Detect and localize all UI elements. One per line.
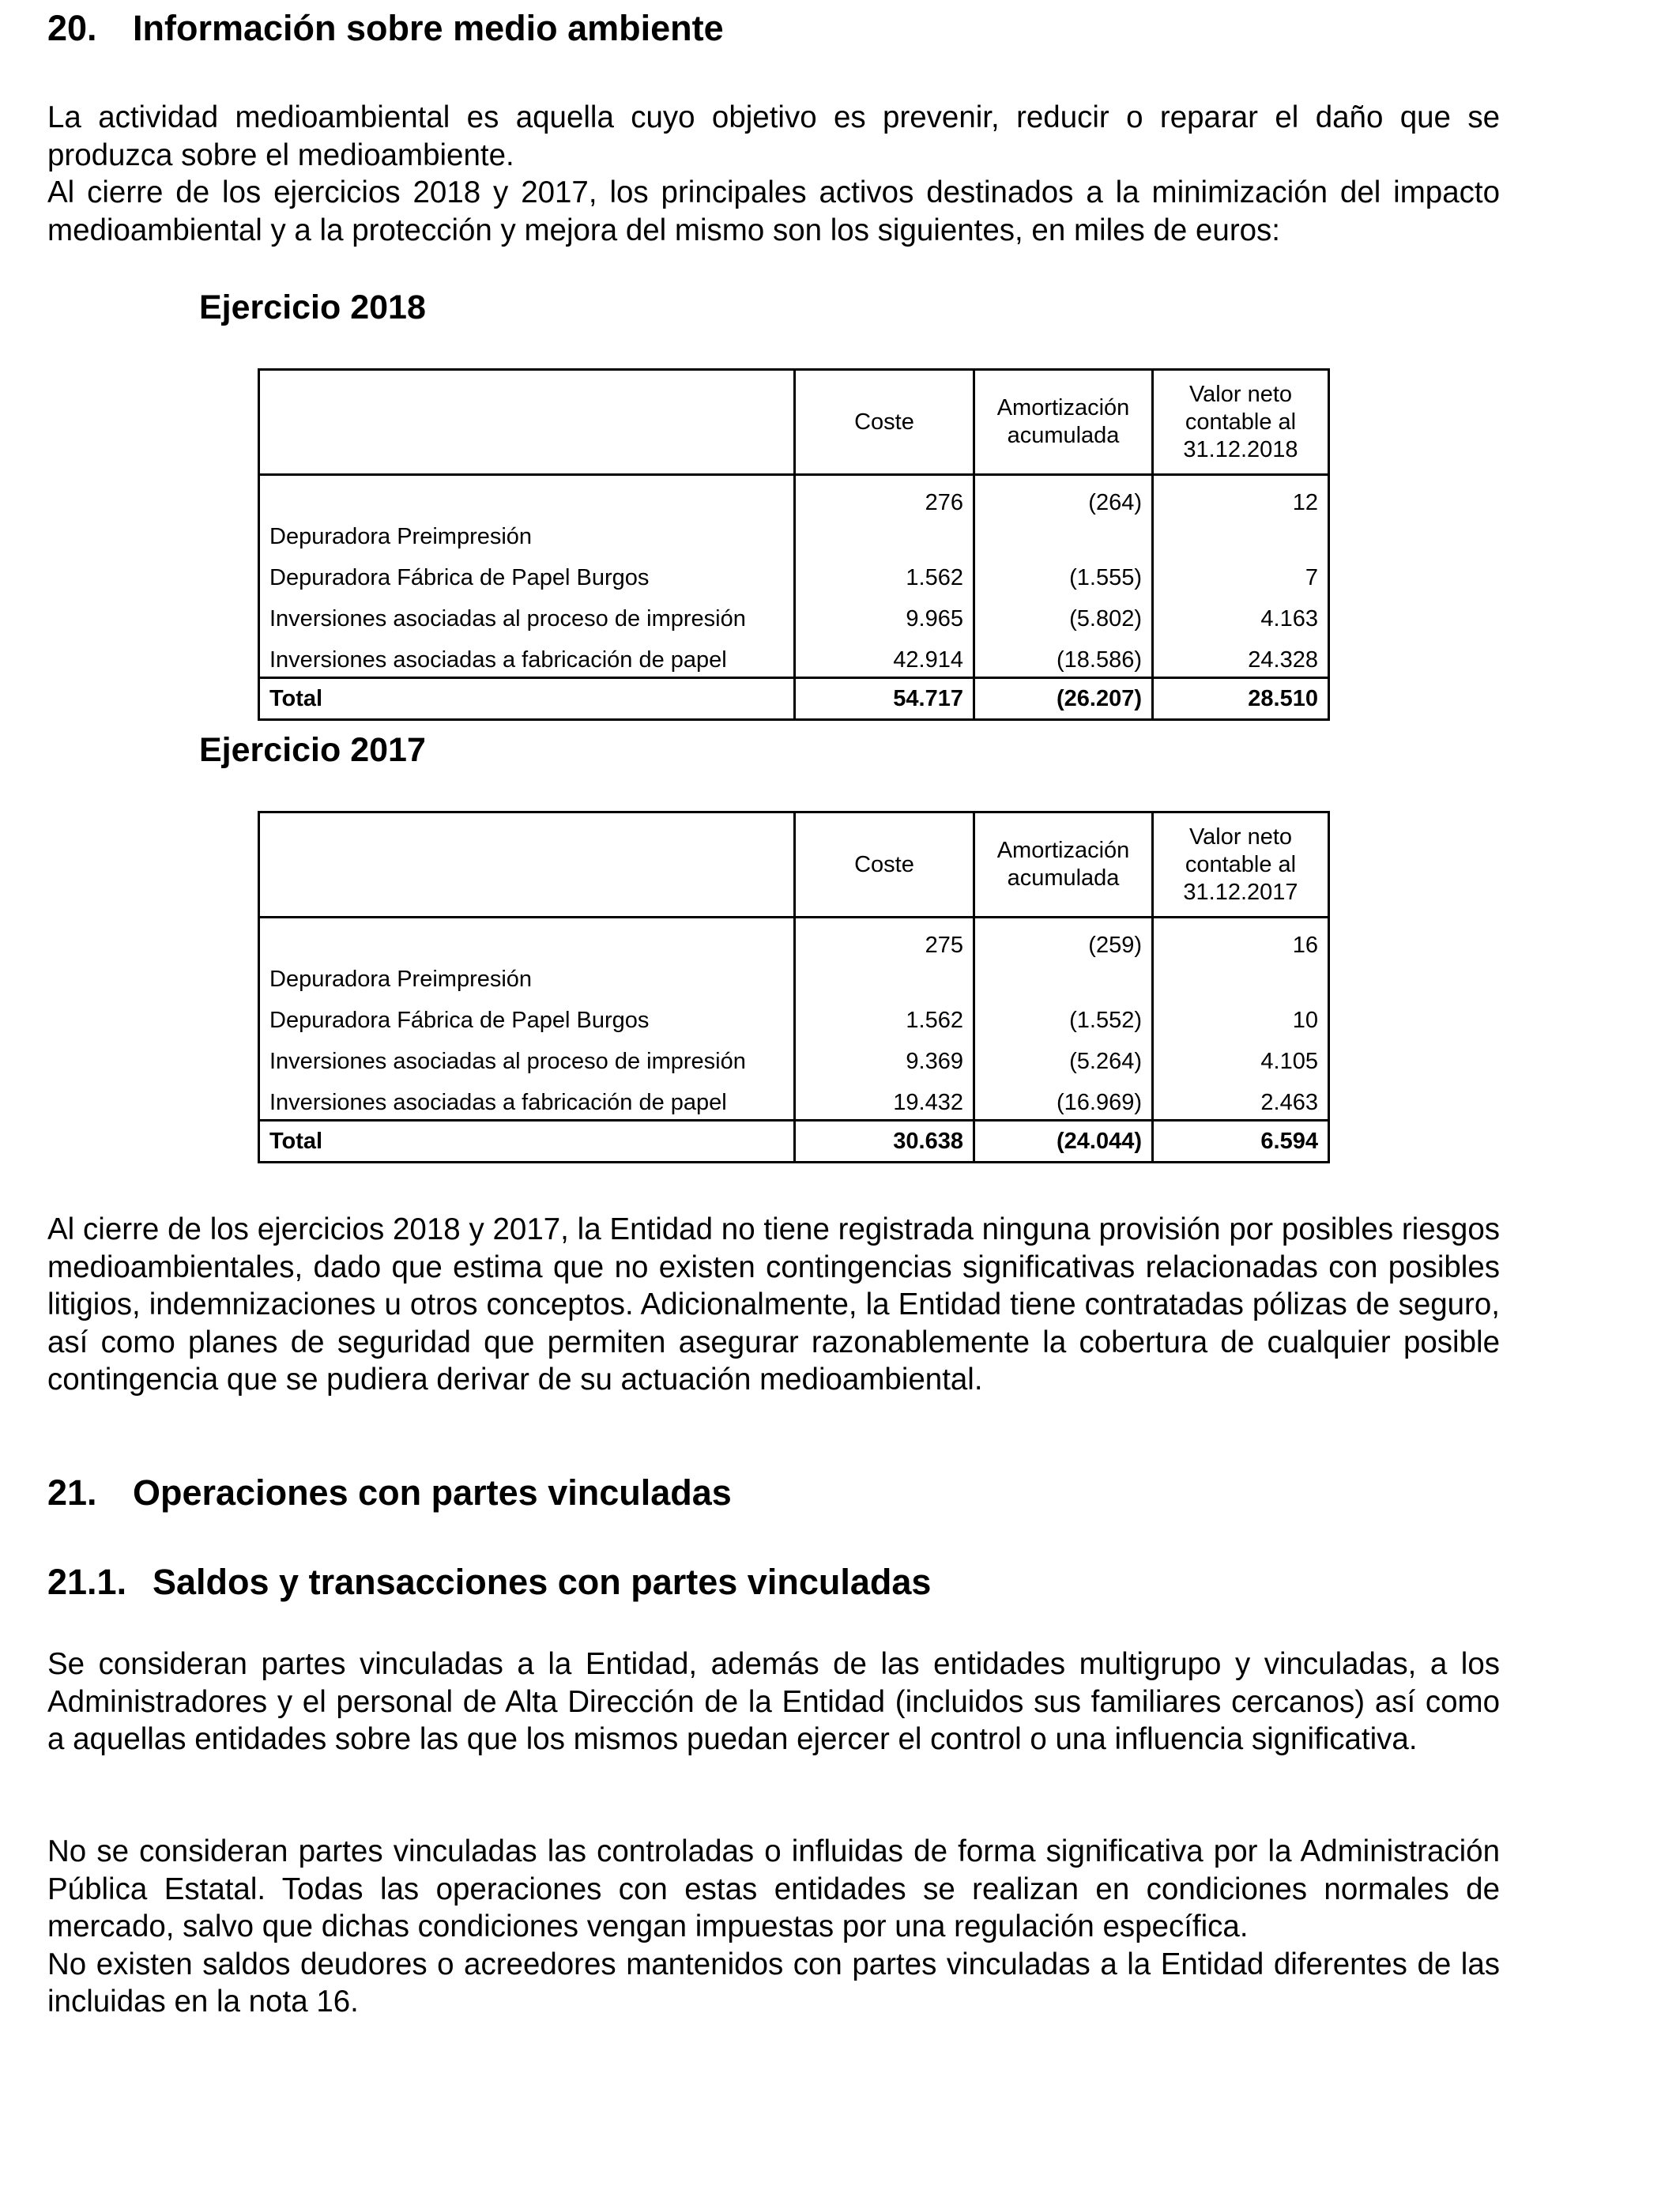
closing-paragraph: Al cierre de los ejercicios 2018 y 2017, la Entidad no tiene registrada ninguna provisión por posibles riesgos medioambientales, dado que estima que no existen contingencias significativas relacionadas con posibles litigios, indemnizaciones u otros conceptos. Adicionalmente, la Entidad tiene contratadas pólizas de seguro, así como planes de seguridad que permiten asegurar razonablemente la cobertura de cualquier posible contingencia que se pudiera derivar de su actuación medioambiental. [47, 1212, 1500, 1397]
related-parties-paragraph-2: No se consideran partes vinculadas las controladas o influidas de forma significativa por la Administración Pública Estatal. Todas las operaciones con estas entidades se realizan en condiciones normales de mercado, salvo que dichas condiciones vengan impuestas por una regulación específica. [47, 1834, 1500, 1943]
row-coste: 1.562 [795, 996, 974, 1037]
row-label: Inversiones asociadas al proceso de impresión [259, 594, 795, 635]
section-21-heading [47, 1472, 732, 1514]
table-row [259, 594, 1329, 635]
total-label: Total [259, 1121, 795, 1163]
section-21-1-heading [47, 1562, 931, 1603]
section-20-title: Información sobre medio ambiente [133, 8, 724, 48]
table-row [259, 1078, 1329, 1121]
table-2018-header-row [259, 370, 1329, 475]
related-parties-paragraph-1: Se consideran partes vinculadas a la Entidad, además de las entidades multigrupo y vinculadas, a los Administradores y el personal de Alta Dirección de la Entidad (incluidos sus familiares cercanos) así como a aquellas entidades sobre las que los mismos puedan ejercer el control o una influencia significativa. [47, 1647, 1500, 1756]
table-row [259, 918, 1329, 997]
row-coste: 42.914 [795, 635, 974, 678]
row-label: Inversiones asociadas al proceso de impresión [259, 1037, 795, 1078]
row-coste: 19.432 [795, 1078, 974, 1121]
intro-paragraph-1: La actividad medioambiental es aquella cuyo objetivo es prevenir, reducir o reparar el daño que se produzca sobre el medioambiente. [47, 100, 1500, 172]
row-amortizacion: (5.264) [974, 1037, 1153, 1078]
row-amortizacion: (18.586) [974, 635, 1153, 678]
total-valor-neto: 28.510 [1153, 678, 1329, 720]
table-row [259, 1037, 1329, 1078]
total-valor-neto: 6.594 [1153, 1121, 1329, 1163]
row-amortizacion: (264) [974, 475, 1153, 554]
section-21-paragraph-1 [47, 1646, 1500, 1759]
row-amortizacion: (5.802) [974, 594, 1153, 635]
table-row [259, 635, 1329, 678]
header-valor-neto: Valor neto contable al 31.12.2017 [1153, 812, 1329, 918]
table-2017-caption: Ejercicio 2017 [199, 731, 426, 769]
table-2017-header-row [259, 812, 1329, 918]
related-parties-paragraph-3: No existen saldos deudores o acreedores mantenidos con partes vinculadas a la Entidad diferentes de las incluidas en la nota 16. [47, 1947, 1500, 2019]
total-coste: 54.717 [795, 678, 974, 720]
row-valor-neto: 16 [1153, 918, 1329, 997]
row-label: Depuradora Fábrica de Papel Burgos [259, 996, 795, 1037]
row-amortizacion: (16.969) [974, 1078, 1153, 1121]
header-empty-cell [259, 370, 795, 475]
table-row [259, 996, 1329, 1037]
table-2017 [258, 811, 1330, 1163]
table-2018-total-row [259, 678, 1329, 720]
row-valor-neto: 24.328 [1153, 635, 1329, 678]
row-coste: 276 [795, 475, 974, 554]
row-valor-neto: 2.463 [1153, 1078, 1329, 1121]
header-coste: Coste [795, 812, 974, 918]
table-row [259, 553, 1329, 594]
row-valor-neto: 4.163 [1153, 594, 1329, 635]
header-amortizacion: Amortización acumulada [974, 370, 1153, 475]
header-coste: Coste [795, 370, 974, 475]
header-empty-cell [259, 812, 795, 918]
row-label: Depuradora Preimpresión [259, 918, 795, 997]
section-20-intro [47, 99, 1500, 249]
row-valor-neto: 10 [1153, 996, 1329, 1037]
row-coste: 9.369 [795, 1037, 974, 1078]
row-valor-neto: 12 [1153, 475, 1329, 554]
table-2017-total-row [259, 1121, 1329, 1163]
header-valor-neto: Valor neto contable al 31.12.2018 [1153, 370, 1329, 475]
table-2018-caption: Ejercicio 2018 [199, 288, 426, 326]
row-amortizacion: (1.552) [974, 996, 1153, 1037]
total-amortizacion: (24.044) [974, 1121, 1153, 1163]
section-20-number: 20. [47, 8, 97, 48]
section-21-title: Operaciones con partes vinculadas [133, 1472, 732, 1513]
row-valor-neto: 4.105 [1153, 1037, 1329, 1078]
section-21-paragraph-2 [47, 1833, 1500, 2021]
row-amortizacion: (259) [974, 918, 1153, 997]
intro-paragraph-2: Al cierre de los ejercicios 2018 y 2017, los principales activos destinados a la minimización del impacto medioambiental y a la protección y mejora del mismo son los siguientes, en miles de euros: [47, 175, 1500, 247]
row-coste: 9.965 [795, 594, 974, 635]
section-21-number: 21. [47, 1472, 97, 1513]
row-label: Depuradora Preimpresión [259, 475, 795, 554]
total-label: Total [259, 678, 795, 720]
row-label: Inversiones asociadas a fabricación de papel [259, 1078, 795, 1121]
row-label: Depuradora Fábrica de Papel Burgos [259, 553, 795, 594]
row-amortizacion: (1.555) [974, 553, 1153, 594]
row-coste: 275 [795, 918, 974, 997]
table-2018 [258, 368, 1330, 721]
row-coste: 1.562 [795, 553, 974, 594]
header-amortizacion: Amortización acumulada [974, 812, 1153, 918]
table-row [259, 475, 1329, 554]
total-amortizacion: (26.207) [974, 678, 1153, 720]
section-20-closing [47, 1211, 1500, 1399]
section-20-heading [47, 8, 724, 49]
total-coste: 30.638 [795, 1121, 974, 1163]
section-21-1-title: Saldos y transacciones con partes vinculadas [153, 1562, 932, 1602]
section-21-1-number: 21.1. [47, 1562, 127, 1602]
row-valor-neto: 7 [1153, 553, 1329, 594]
row-label: Inversiones asociadas a fabricación de papel [259, 635, 795, 678]
